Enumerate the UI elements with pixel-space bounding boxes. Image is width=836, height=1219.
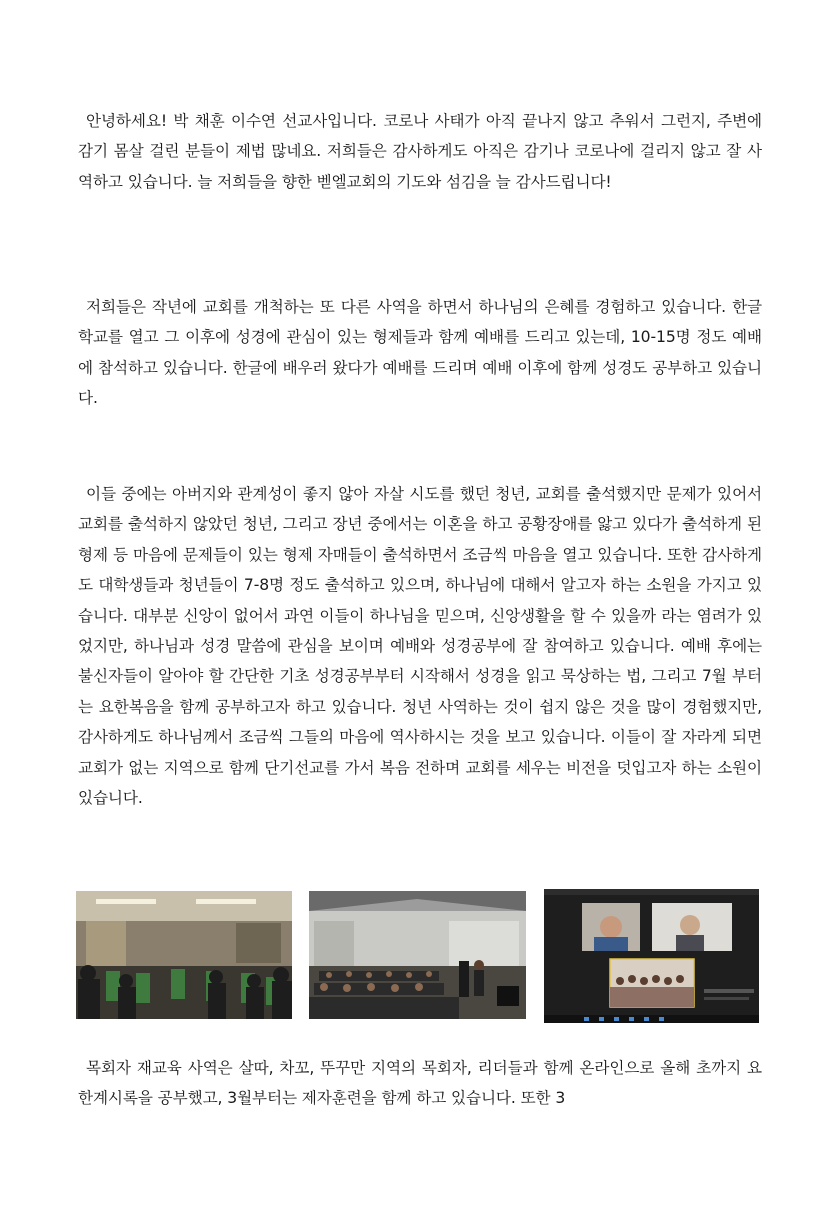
paragraph-greeting: 안녕하세요! 박 채훈 이수연 선교사입니다. 코로나 사태가 아직 끝나지 않고 추워서 그런지, 주변에 감기 몸살 걸린 분들이 제법 많네요. 저희들은 감사하게도 아직은 감기나 코로나에 걸리지 않고 잘 사역하고 있습니다. 늘 저희들을 향한 벧엘교회의 기도와 섬김을 늘 감사드립니다!	[78, 112, 762, 191]
photo-indoor-gathering	[76, 891, 292, 1019]
paragraph-pastor-training: 목회자 재교육 사역은 살따, 차꼬, 뚜꾸만 지역의 목회자, 리더들과 함께 온라인으로 올해 초까지 요한계시록을 공부했고, 3월부터는 제자훈련을 함께 하고 있습니다. 또한 3	[78, 1059, 762, 1108]
paragraph-youth-ministry: 이들 중에는 아버지와 관계성이 좋지 않아 자살 시도를 했던 청년, 교회를 출석했지만 문제가 있어서 교회를 출석하지 않았던 청년, 그리고 장년 중에서는 이혼을 하고 공황장애를 앓고 있다가 출석하게 된 형제 등 마음에 문제들이 있는 형제 자매들이 출석하면서 조금씩 마음을 열고 있습니다. 또한 감사하게도 대학생들과 청년들이 7-8명 정도 출석하고 있으며, 하나님에 대해서 알고자 하는 소원을 가지고 있습니다. 대부분 신앙이 없어서 과연 이들이 하나님을 믿으며, 신앙생활을 할 수 있을까 라는 염려가 있었지만, 하나님과 성경 말씀에 관심을 보이며 예배와 성경공부에 잘 참여하고 있습니다. 예배 후에는 불신자들이 알아야 할 간단한 기초 성경공부부터 시작해서 성경을 읽고 묵상하는 법, 그리고 7월 부터는 요한복음을 함께 공부하고자 하고 있습니다. 청년 사역하는 것이 쉽지 않은 것을 많이 경험했지만, 감사하게도 하나님께서 조금씩 그들의 마음에 역사하시는 것을 보고 있습니다. 이들이 잘 자라게 되면 교회가 없는 지역으로 함께 단기선교를 가서 복음 전하며 교회를 세우는 비전을 덧입고자 하는 소원이 있습니다.	[78, 485, 762, 808]
paragraph-church-planting: 저희들은 작년에 교회를 개척하는 또 다른 사역을 하면서 하나님의 은혜를 경험하고 있습니다. 한글 학교를 열고 그 이후에 성경에 관심이 있는 형제들과 함께 예배를 드리고 있는데, 10-15명 정도 예배에 참석하고 있습니다. 한글에 배우러 왔다가 예배를 드리며 예배 이후에 함께 성경도 공부하고 있습니다.	[78, 298, 762, 408]
photo-online-meeting	[544, 889, 759, 1023]
photo-worship-hall	[309, 891, 526, 1019]
